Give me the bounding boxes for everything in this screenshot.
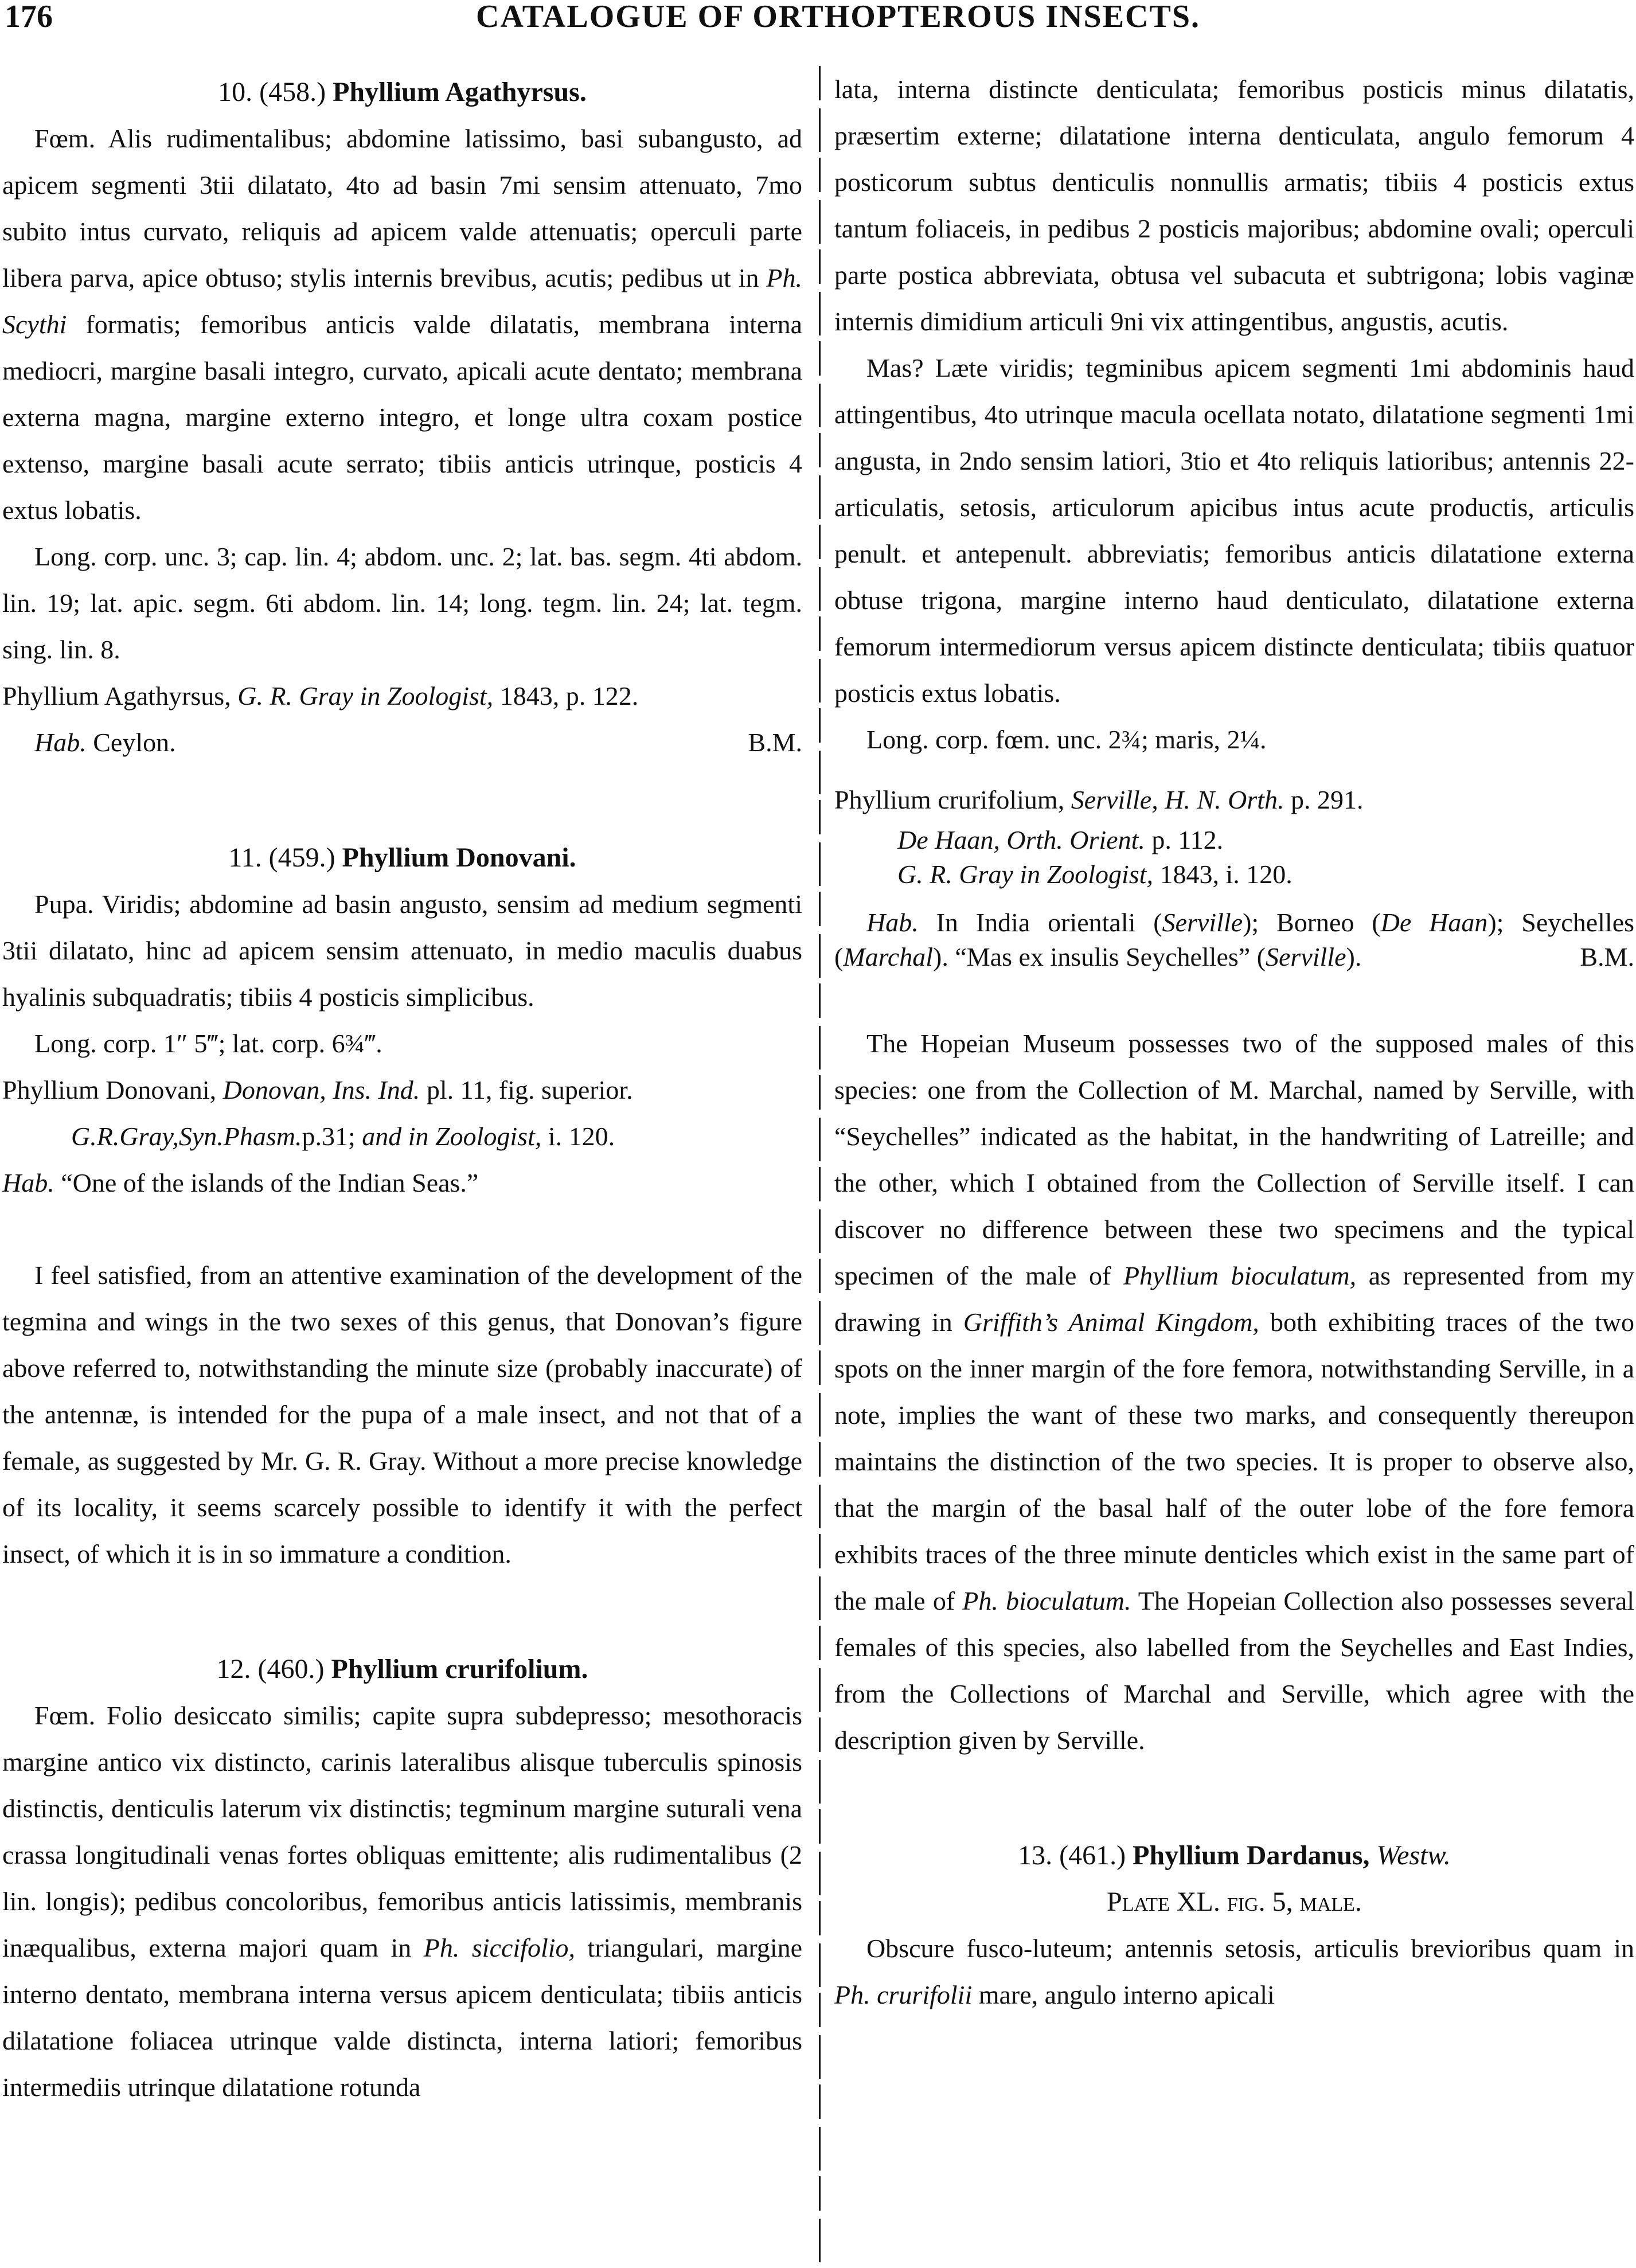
running-title: CATALOGUE OF ORTHOPTEROUS INSECTS.: [476, 0, 1200, 34]
species-description: Pupa. Viridis; abdomine ad basin angusto, sensim ad medium segmenti 3tii dilatato, hinc ad apicem sensim attenuato, in medio maculis duabus hyalinis subquadratis; tibiis 4 posticis simplicibus.: [2, 889, 802, 1012]
column-divider: [819, 66, 821, 2268]
running-head: [0, 0, 1636, 40]
entry-number: 11. (459.): [228, 842, 335, 873]
synonymy-continued: De Haan, Orth. Orient. p. 112.: [897, 825, 1224, 854]
synonymy-continued: G.R.Gray,Syn.Phasm.p.31; and in Zoologist, i. 120.: [71, 1122, 615, 1151]
entry-number: 13. (461.): [1018, 1840, 1126, 1871]
species-entry-10: [2, 69, 802, 766]
species-description: Fœm. Folio desiccato similis; capite supra subdepresso; mesothoracis margine antico vix distincto, carinis lateralibus alisque tuberculis spinosis distinctis, denticulis laterum vix distinctis; tegminum margine suturali vena crassa longitudinali venas fortes obliquas emittente; alis rudimentalibus (2 lin. longis); pedibus concoloribus, femoribus anticis latissimis, membranis inæqualibus, externa majori quam in Ph. siccifolio, triangulari, margine interno dentato, membrana interna versus apicem denticulata; tibiis anticis dilatatione foliacea utrinque valde distincta, interna latiori; femoribus intermediis utrinque dilatatione rotunda: [2, 1701, 803, 2102]
species-entry-11: [2, 834, 802, 1577]
measurements: Long. corp. fœm. unc. 2¾; maris, 2¼.: [866, 725, 1267, 754]
entry-heading: [2, 69, 802, 115]
species-name: Phyllium Agathyrsus.: [333, 77, 587, 107]
habitat: Hab. “One of the islands of the Indian Seas.”: [2, 1168, 479, 1197]
synonymy: Phyllium Donovani, Donovan, Ins. Ind. pl. 11, fig. superior.: [2, 1075, 633, 1104]
species-name: Phyllium Dardanus,: [1133, 1840, 1370, 1871]
collection-mark: B.M.: [1580, 942, 1634, 971]
species-description-continued: lata, interna distincte denticulata; femoribus posticis minus dilatatis, præsertim externe; dilatatione interna denticulata, angulo femorum 4 posticorum subtus denticulis nonnullis armatis; tibiis 4 posticis extus tantum foliaceis, in pedibus 2 posticis majoribus; abdomine ovali; operculi parte postica abbreviata, obtusa vel subacuta et subtrigona; lobis vaginæ internis dimidium articuli 9ni vix attingentibus, angustis, acutis.: [834, 75, 1634, 336]
species-name: Phyllium crurifolium.: [331, 1654, 588, 1684]
species-entry-12: [2, 1646, 802, 2110]
collection-mark: B.M.: [748, 728, 802, 757]
habitat: Hab. In India orientali (Serville); Borneo (De Haan); Seychelles (Marchal). “Mas ex insulis Seychelles” (Serville). B.M.: [834, 905, 1634, 974]
species-author: Westw.: [1376, 1840, 1451, 1871]
entry-number: 10. (458.): [218, 77, 326, 107]
species-entry-13: [834, 1832, 1634, 2018]
species-description: Obscure fusco-luteum; antennis setosis, articulis brevioribus quam in Ph. crurifolii mare, angulo interno apicali: [834, 1934, 1634, 2009]
remark-paragraph: The Hopeian Museum possesses two of the supposed males of this species: one from the Collection of M. Marchal, named by Serville, with “Seychelles” indicated as the habitat, in the handwriting of Latreille; and the other, which I obtained from the Collection of Serville itself. I can discover no difference between these two specimens and the typical specimen of the male of Phyllium bioculatum, as represented from my drawing in Griffith’s Animal Kingdom, both exhibiting traces of the two spots on the inner margin of the fore femora, notwithstanding Serville, in a note, implies the want of these two marks, and consequently thereupon maintains the distinction of the two species. It is proper to observe also, that the margin of the basal half of the outer lobe of the fore femora exhibits traces of the three minute denticles which exist in the same part of the male of Ph. bioculatum. The Hopeian Collection also possesses several females of this species, also labelled from the Seychelles and East Indies, from the Collections of Marchal and Serville, which agree with the description given by Serville.: [834, 1029, 1635, 1755]
remark-paragraph: I feel satisfied, from an attentive examination of the development of the tegmina and wings in the two sexes of this genus, that Donovan’s figure above referred to, notwithstanding the minute size (probably inaccurate) of the antennæ, is intended for the pupa of a male insect, and not that of a female, as suggested by Mr. G. R. Gray. Without a more precise knowledge of its locality, it seems scarcely possible to identify it with the perfect insect, of which it is in so immature a condition.: [2, 1260, 802, 1568]
entry-heading: [2, 834, 802, 881]
synonymy-continued: G. R. Gray in Zoologist, 1843, i. 120.: [897, 860, 1293, 889]
synonymy: Phyllium Agathyrsus, G. R. Gray in Zoologist, 1843, p. 122.: [2, 681, 639, 711]
plate-reference: Plate XL. fig. 5, male.: [1107, 1887, 1362, 1917]
synonymy: Phyllium crurifolium, Serville, H. N. Orth. p. 291.: [834, 785, 1364, 814]
species-entry-12-continued: [834, 66, 1634, 1763]
entry-number: 12. (460.): [216, 1654, 325, 1684]
species-name: Phyllium Donovani.: [342, 842, 576, 873]
page-number: 176: [5, 0, 53, 34]
male-description: Mas? Læte viridis; tegminibus apicem segmenti 1mi abdominis haud attingentibus, 4to utrinque macula ocellata notato, dilatatione segmenti 1mi angusta, in 2ndo sensim latiori, 3tio et 4to reliquis latioribus; antennis 22-articulatis, setosis, articulorum apicibus intus acute productis, articulis penult. et antepenult. abbreviatis; femoribus anticis dilatatione externa obtuse trigona, margine interno haud denticulato, dilatatione externa femorum intermediorum versus apicem distincte denticulata; tibiis quatuor posticis extus lobatis.: [834, 353, 1634, 708]
species-description: Fœm. Alis rudimentalibus; abdomine latissimo, basi subangusto, ad apicem segmenti 3tii dilatato, 4to ad basin 7mi sensim attenuato, 7mo subito intus curvato, reliquis ad apicem valde attenuatis; operculi parte libera parva, apice obtuso; stylis internis brevibus, acutis; pedibus ut in Ph. Scythi formatis; femoribus anticis valde dilatatis, membrana interna mediocri, margine basali integro, curvato, apicali acute dentato; membrana externa magna, margine externo integro, et longe ultra coxam postice extenso, margine basali acute serrato; tibiis anticis utrinque, posticis 4 extus lobatis.: [2, 124, 802, 525]
right-column: [834, 66, 1634, 2018]
habitat: Hab. Ceylon. B.M.: [2, 719, 802, 766]
entry-heading: [2, 1646, 802, 1692]
entry-heading: [834, 1832, 1634, 1879]
measurements: Long. corp. 1″ 5‴; lat. corp. 6¾‴.: [34, 1029, 382, 1058]
left-column: [2, 69, 802, 2110]
measurements: Long. corp. unc. 3; cap. lin. 4; abdom. unc. 2; lat. bas. segm. 4ti abdom. lin. 19; lat. apic. segm. 6ti abdom. lin. 14; long. tegm. lin. 24; lat. tegm. sing. lin. 8.: [2, 542, 802, 664]
